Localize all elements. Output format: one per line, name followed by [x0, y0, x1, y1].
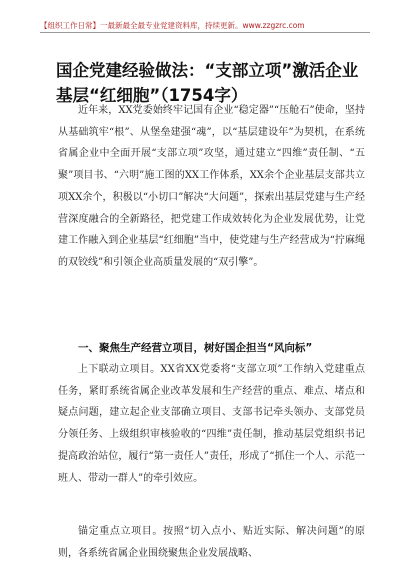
header-divider	[40, 32, 370, 33]
paragraph-text: 锚定重点立项目。按照“切入点小、贴近实际、解决问题”的原则，各系统省属企业围绕聚焦企业发展战略、	[58, 526, 365, 559]
section-heading: 一、聚焦生产经营立项目，树好国企担当“风向标”	[78, 342, 313, 354]
paragraph-text: 近年来，XX党委始终牢记国有企业“稳定器”“压舱石”使命，坚持从基础筑牢“根”、从堡垒建强“魂”，以“基层建设年”为契机，在系统省属企业中全面开展“支部立项”攻坚，通过建立“四维”责任制、“五聚”项目书、“六明”施工图的XX工作体系，XX余个企业基层支部共立项XX余个，积极以“小切口”解决“大问题”，探索出基层党建与生产经营深度融合的全新路径，把党建工作成效转化为企业发展优势，让党建工作融入到企业基层“红细胞”当中，使党建与生产经营成为“拧麻绳的双铰线”和引领企业高质量发展的“双引擎”。	[58, 105, 365, 268]
site-header-banner: 【组织工作日常】一最新最全最专业党建资料库，持续更新。www.zzgzrc.com	[40, 21, 305, 30]
paragraph-intro	[58, 100, 365, 274]
document-title: 国企党建经验做法：“支部立项”激活企业基层“红细胞”（1754字）	[56, 61, 359, 105]
paragraph-text: 上下联动立项目。XX省XX党委将“支部立项”工作纳入党建重点任务，紧盯系统省属企业改革发展和生产经营的重点、难点、堵点和疑点问题，建立起企业支部确立项目、支部书记牵头领办、支部党员分领任务、上级组织审核验收的“四维”责任制，推动基层党组织书记提高政治站位，履行“第一责任人”责任，形成了“抓住一个人、示范一班人、带动一群人”的牵引效应。	[58, 364, 365, 484]
paragraph-linkage	[58, 359, 365, 489]
paragraph-focus	[58, 521, 365, 564]
